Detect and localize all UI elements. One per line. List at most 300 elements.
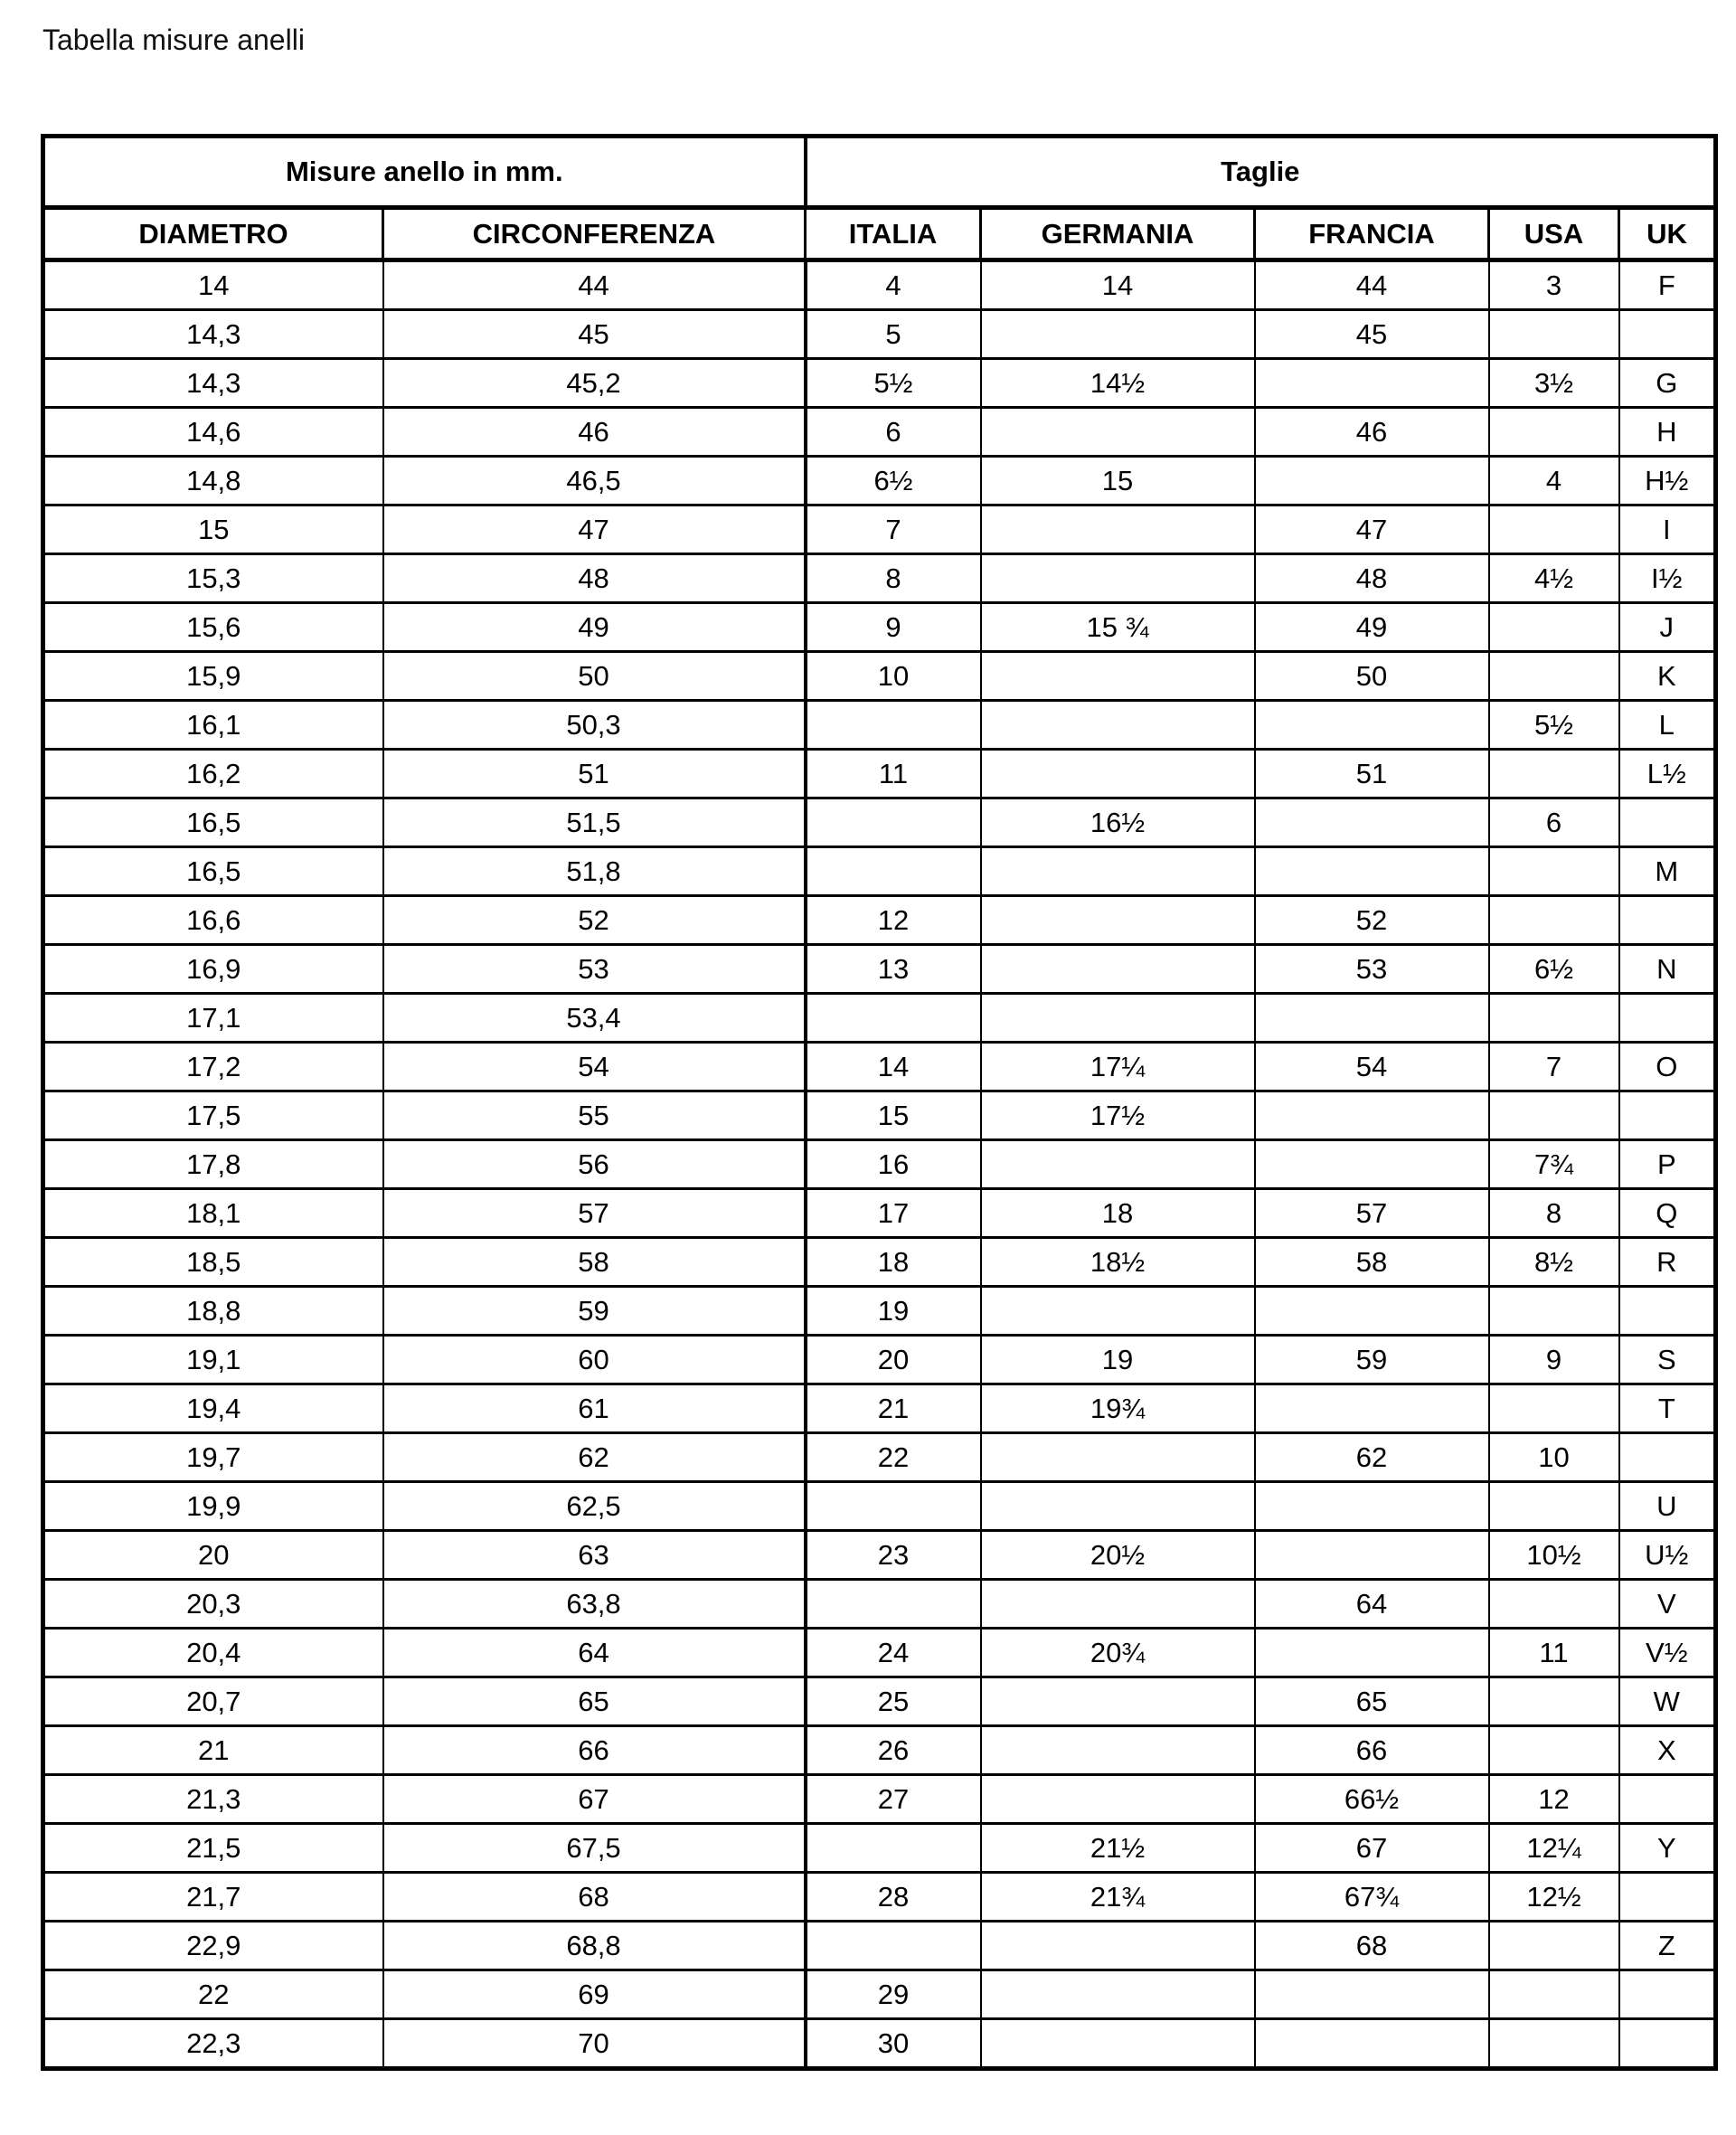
- table-row: [43, 1140, 1716, 1189]
- cell-uk: T: [1619, 1384, 1716, 1433]
- ring-size-table: [41, 134, 1718, 2071]
- cell-francia: [1255, 1384, 1489, 1433]
- cell-germania: 17¼: [981, 1043, 1255, 1091]
- cell-italia: 24: [806, 1629, 981, 1677]
- table-row: [43, 260, 1716, 310]
- cell-usa: [1489, 310, 1619, 359]
- cell-diametro: 19,1: [43, 1336, 383, 1384]
- cell-italia: 17: [806, 1189, 981, 1238]
- cell-francia: [1255, 1970, 1489, 2019]
- cell-italia: 30: [806, 2019, 981, 2069]
- column-header-circonferenza: CIRCONFERENZA: [383, 208, 806, 260]
- cell-francia: 59: [1255, 1336, 1489, 1384]
- table-row: [43, 1531, 1716, 1580]
- cell-germania: [981, 310, 1255, 359]
- cell-usa: [1489, 1580, 1619, 1629]
- cell-usa: 10½: [1489, 1531, 1619, 1580]
- cell-circonferenza: 51: [383, 750, 806, 798]
- cell-italia: 25: [806, 1677, 981, 1726]
- cell-uk: S: [1619, 1336, 1716, 1384]
- column-header-germania: GERMANIA: [981, 208, 1255, 260]
- cell-uk: W: [1619, 1677, 1716, 1726]
- cell-diametro: 14,6: [43, 408, 383, 457]
- table-row: [43, 457, 1716, 505]
- cell-diametro: 17,1: [43, 994, 383, 1043]
- table-row: [43, 1873, 1716, 1922]
- column-header-francia: FRANCIA: [1255, 208, 1489, 260]
- cell-usa: 7¾: [1489, 1140, 1619, 1189]
- cell-circonferenza: 44: [383, 260, 806, 310]
- cell-circonferenza: 67: [383, 1775, 806, 1824]
- cell-diametro: 14,8: [43, 457, 383, 505]
- cell-italia: 19: [806, 1287, 981, 1336]
- cell-francia: 47: [1255, 505, 1489, 554]
- cell-diametro: 16,5: [43, 798, 383, 847]
- cell-italia: [806, 798, 981, 847]
- cell-diametro: 18,1: [43, 1189, 383, 1238]
- cell-italia: [806, 994, 981, 1043]
- cell-circonferenza: 67,5: [383, 1824, 806, 1873]
- cell-usa: 3: [1489, 260, 1619, 310]
- cell-circonferenza: 70: [383, 2019, 806, 2069]
- table-row: [43, 1238, 1716, 1287]
- cell-diametro: 14,3: [43, 310, 383, 359]
- cell-germania: [981, 994, 1255, 1043]
- cell-usa: 3½: [1489, 359, 1619, 408]
- cell-italia: 11: [806, 750, 981, 798]
- cell-diametro: 19,7: [43, 1433, 383, 1482]
- cell-circonferenza: 68,8: [383, 1922, 806, 1970]
- cell-usa: 4: [1489, 457, 1619, 505]
- cell-circonferenza: 60: [383, 1336, 806, 1384]
- cell-usa: [1489, 1970, 1619, 2019]
- cell-germania: [981, 896, 1255, 945]
- cell-francia: 68: [1255, 1922, 1489, 1970]
- table-row: [43, 1824, 1716, 1873]
- cell-usa: [1489, 847, 1619, 896]
- cell-uk: [1619, 1970, 1716, 2019]
- cell-francia: 46: [1255, 408, 1489, 457]
- cell-germania: 15 ¾: [981, 603, 1255, 652]
- table-row: [43, 1091, 1716, 1140]
- cell-italia: 8: [806, 554, 981, 603]
- cell-diametro: 18,5: [43, 1238, 383, 1287]
- cell-circonferenza: 45: [383, 310, 806, 359]
- table-row: [43, 1287, 1716, 1336]
- group-header-misure-mm: Misure anello in mm.: [43, 137, 806, 208]
- cell-usa: [1489, 1922, 1619, 1970]
- cell-circonferenza: 54: [383, 1043, 806, 1091]
- cell-diametro: 16,6: [43, 896, 383, 945]
- cell-usa: 7: [1489, 1043, 1619, 1091]
- table-row: [43, 945, 1716, 994]
- cell-usa: [1489, 505, 1619, 554]
- cell-italia: [806, 847, 981, 896]
- cell-germania: [981, 505, 1255, 554]
- cell-circonferenza: 63,8: [383, 1580, 806, 1629]
- cell-diametro: 16,2: [43, 750, 383, 798]
- table-row: [43, 310, 1716, 359]
- cell-circonferenza: 51,8: [383, 847, 806, 896]
- cell-francia: 66: [1255, 1726, 1489, 1775]
- cell-francia: [1255, 847, 1489, 896]
- cell-usa: [1489, 1677, 1619, 1726]
- cell-uk: [1619, 1433, 1716, 1482]
- table-row: [43, 1384, 1716, 1433]
- cell-circonferenza: 46,5: [383, 457, 806, 505]
- cell-diametro: 16,1: [43, 701, 383, 750]
- cell-italia: 5: [806, 310, 981, 359]
- cell-diametro: 21,5: [43, 1824, 383, 1873]
- cell-germania: 15: [981, 457, 1255, 505]
- cell-usa: [1489, 652, 1619, 701]
- table-row: [43, 1726, 1716, 1775]
- cell-uk: M: [1619, 847, 1716, 896]
- cell-uk: H½: [1619, 457, 1716, 505]
- cell-francia: [1255, 1287, 1489, 1336]
- cell-circonferenza: 48: [383, 554, 806, 603]
- cell-germania: 18½: [981, 1238, 1255, 1287]
- cell-italia: 18: [806, 1238, 981, 1287]
- cell-uk: [1619, 310, 1716, 359]
- cell-diametro: 22: [43, 1970, 383, 2019]
- cell-diametro: 15,6: [43, 603, 383, 652]
- cell-circonferenza: 64: [383, 1629, 806, 1677]
- cell-uk: R: [1619, 1238, 1716, 1287]
- cell-circonferenza: 47: [383, 505, 806, 554]
- cell-diametro: 21: [43, 1726, 383, 1775]
- cell-uk: I½: [1619, 554, 1716, 603]
- cell-italia: 23: [806, 1531, 981, 1580]
- cell-uk: [1619, 1287, 1716, 1336]
- cell-germania: [981, 1775, 1255, 1824]
- cell-germania: 21¾: [981, 1873, 1255, 1922]
- column-header-usa: USA: [1489, 208, 1619, 260]
- cell-germania: 14: [981, 260, 1255, 310]
- cell-francia: [1255, 1629, 1489, 1677]
- cell-germania: [981, 1726, 1255, 1775]
- cell-germania: [981, 945, 1255, 994]
- page-title: Tabella misure anelli: [42, 24, 305, 56]
- cell-usa: [1489, 1726, 1619, 1775]
- cell-circonferenza: 66: [383, 1726, 806, 1775]
- table-row: [43, 1775, 1716, 1824]
- cell-germania: [981, 1433, 1255, 1482]
- cell-circonferenza: 56: [383, 1140, 806, 1189]
- cell-italia: 6½: [806, 457, 981, 505]
- cell-germania: [981, 2019, 1255, 2069]
- table-row: [43, 750, 1716, 798]
- cell-italia: 27: [806, 1775, 981, 1824]
- cell-francia: 66½: [1255, 1775, 1489, 1824]
- cell-germania: 19¾: [981, 1384, 1255, 1433]
- cell-diametro: 21,3: [43, 1775, 383, 1824]
- cell-usa: [1489, 994, 1619, 1043]
- cell-uk: [1619, 896, 1716, 945]
- cell-diametro: 20,4: [43, 1629, 383, 1677]
- cell-usa: [1489, 896, 1619, 945]
- table-row: [43, 359, 1716, 408]
- cell-uk: O: [1619, 1043, 1716, 1091]
- cell-diametro: 14: [43, 260, 383, 310]
- cell-italia: [806, 1922, 981, 1970]
- table-row: [43, 1677, 1716, 1726]
- cell-francia: 45: [1255, 310, 1489, 359]
- cell-uk: J: [1619, 603, 1716, 652]
- cell-francia: 64: [1255, 1580, 1489, 1629]
- cell-italia: [806, 701, 981, 750]
- cell-uk: X: [1619, 1726, 1716, 1775]
- cell-usa: 10: [1489, 1433, 1619, 1482]
- cell-francia: [1255, 994, 1489, 1043]
- cell-diametro: 20,3: [43, 1580, 383, 1629]
- cell-germania: 18: [981, 1189, 1255, 1238]
- cell-germania: [981, 1970, 1255, 2019]
- cell-uk: U: [1619, 1482, 1716, 1531]
- table-row: [43, 2019, 1716, 2069]
- table-row: [43, 1629, 1716, 1677]
- table-row: [43, 603, 1716, 652]
- cell-germania: 16½: [981, 798, 1255, 847]
- cell-uk: [1619, 1775, 1716, 1824]
- cell-francia: [1255, 1482, 1489, 1531]
- cell-circonferenza: 57: [383, 1189, 806, 1238]
- cell-uk: [1619, 1873, 1716, 1922]
- table-row: [43, 701, 1716, 750]
- column-header-row: [43, 208, 1716, 260]
- cell-italia: 16: [806, 1140, 981, 1189]
- group-header-taglie: Taglie: [806, 137, 1716, 208]
- cell-uk: [1619, 994, 1716, 1043]
- cell-circonferenza: 53,4: [383, 994, 806, 1043]
- cell-italia: 5½: [806, 359, 981, 408]
- cell-uk: L½: [1619, 750, 1716, 798]
- cell-germania: [981, 750, 1255, 798]
- cell-uk: [1619, 798, 1716, 847]
- cell-circonferenza: 69: [383, 1970, 806, 2019]
- cell-diametro: 19,4: [43, 1384, 383, 1433]
- cell-germania: [981, 1287, 1255, 1336]
- cell-germania: [981, 408, 1255, 457]
- cell-usa: 12¼: [1489, 1824, 1619, 1873]
- cell-germania: [981, 554, 1255, 603]
- column-header-italia: ITALIA: [806, 208, 981, 260]
- cell-usa: 12: [1489, 1775, 1619, 1824]
- cell-diametro: 17,8: [43, 1140, 383, 1189]
- cell-italia: 4: [806, 260, 981, 310]
- cell-diametro: 16,9: [43, 945, 383, 994]
- cell-uk: Q: [1619, 1189, 1716, 1238]
- table-row: [43, 1922, 1716, 1970]
- cell-uk: V½: [1619, 1629, 1716, 1677]
- cell-germania: 17½: [981, 1091, 1255, 1140]
- cell-italia: 13: [806, 945, 981, 994]
- cell-usa: 5½: [1489, 701, 1619, 750]
- cell-circonferenza: 62,5: [383, 1482, 806, 1531]
- table-row: [43, 896, 1716, 945]
- table-row: [43, 1189, 1716, 1238]
- table-row: [43, 554, 1716, 603]
- cell-francia: 53: [1255, 945, 1489, 994]
- cell-germania: 20½: [981, 1531, 1255, 1580]
- cell-usa: [1489, 750, 1619, 798]
- cell-uk: Y: [1619, 1824, 1716, 1873]
- cell-circonferenza: 50,3: [383, 701, 806, 750]
- cell-uk: U½: [1619, 1531, 1716, 1580]
- cell-uk: V: [1619, 1580, 1716, 1629]
- cell-uk: F: [1619, 260, 1716, 310]
- cell-circonferenza: 65: [383, 1677, 806, 1726]
- cell-circonferenza: 49: [383, 603, 806, 652]
- cell-diametro: 20,7: [43, 1677, 383, 1726]
- cell-uk: Z: [1619, 1922, 1716, 1970]
- cell-diametro: 22,9: [43, 1922, 383, 1970]
- cell-uk: [1619, 1091, 1716, 1140]
- table-row: [43, 1482, 1716, 1531]
- cell-uk: N: [1619, 945, 1716, 994]
- cell-francia: [1255, 1091, 1489, 1140]
- cell-usa: [1489, 1482, 1619, 1531]
- cell-diametro: 19,9: [43, 1482, 383, 1531]
- cell-francia: [1255, 1140, 1489, 1189]
- cell-usa: 6½: [1489, 945, 1619, 994]
- cell-usa: [1489, 603, 1619, 652]
- table-body: [43, 260, 1716, 2069]
- cell-diametro: 15,9: [43, 652, 383, 701]
- cell-francia: 44: [1255, 260, 1489, 310]
- cell-circonferenza: 62: [383, 1433, 806, 1482]
- cell-germania: [981, 1140, 1255, 1189]
- cell-circonferenza: 50: [383, 652, 806, 701]
- cell-francia: 48: [1255, 554, 1489, 603]
- cell-francia: 51: [1255, 750, 1489, 798]
- cell-francia: [1255, 1531, 1489, 1580]
- cell-uk: [1619, 2019, 1716, 2069]
- cell-uk: P: [1619, 1140, 1716, 1189]
- cell-diametro: 20: [43, 1531, 383, 1580]
- table-row: [43, 408, 1716, 457]
- cell-italia: [806, 1580, 981, 1629]
- cell-italia: 9: [806, 603, 981, 652]
- cell-usa: [1489, 1384, 1619, 1433]
- cell-italia: 29: [806, 1970, 981, 2019]
- cell-italia: [806, 1824, 981, 1873]
- cell-francia: 67: [1255, 1824, 1489, 1873]
- column-header-diametro: DIAMETRO: [43, 208, 383, 260]
- table-row: [43, 798, 1716, 847]
- cell-germania: 14½: [981, 359, 1255, 408]
- cell-italia: 7: [806, 505, 981, 554]
- cell-germania: 19: [981, 1336, 1255, 1384]
- cell-usa: 4½: [1489, 554, 1619, 603]
- cell-uk: G: [1619, 359, 1716, 408]
- cell-diametro: 17,2: [43, 1043, 383, 1091]
- cell-circonferenza: 68: [383, 1873, 806, 1922]
- cell-circonferenza: 55: [383, 1091, 806, 1140]
- cell-francia: 57: [1255, 1189, 1489, 1238]
- cell-diametro: 15: [43, 505, 383, 554]
- table-row: [43, 1043, 1716, 1091]
- cell-circonferenza: 52: [383, 896, 806, 945]
- cell-francia: [1255, 701, 1489, 750]
- cell-francia: 67¾: [1255, 1873, 1489, 1922]
- cell-diametro: 18,8: [43, 1287, 383, 1336]
- table-row: [43, 505, 1716, 554]
- cell-diametro: 16,5: [43, 847, 383, 896]
- cell-uk: I: [1619, 505, 1716, 554]
- cell-italia: 22: [806, 1433, 981, 1482]
- cell-diametro: 17,5: [43, 1091, 383, 1140]
- cell-francia: 54: [1255, 1043, 1489, 1091]
- cell-francia: 50: [1255, 652, 1489, 701]
- cell-germania: 20¾: [981, 1629, 1255, 1677]
- cell-francia: 58: [1255, 1238, 1489, 1287]
- table-row: [43, 1336, 1716, 1384]
- group-header-row: [43, 137, 1716, 208]
- cell-germania: [981, 701, 1255, 750]
- cell-germania: [981, 1580, 1255, 1629]
- cell-germania: [981, 1677, 1255, 1726]
- cell-circonferenza: 46: [383, 408, 806, 457]
- table-row: [43, 1970, 1716, 2019]
- cell-usa: [1489, 2019, 1619, 2069]
- cell-francia: [1255, 457, 1489, 505]
- cell-circonferenza: 59: [383, 1287, 806, 1336]
- cell-diametro: 14,3: [43, 359, 383, 408]
- cell-circonferenza: 58: [383, 1238, 806, 1287]
- cell-usa: 8: [1489, 1189, 1619, 1238]
- cell-uk: H: [1619, 408, 1716, 457]
- cell-germania: [981, 652, 1255, 701]
- table-header: [43, 137, 1716, 260]
- cell-circonferenza: 51,5: [383, 798, 806, 847]
- cell-italia: 26: [806, 1726, 981, 1775]
- cell-italia: 14: [806, 1043, 981, 1091]
- cell-italia: 6: [806, 408, 981, 457]
- cell-francia: 62: [1255, 1433, 1489, 1482]
- cell-uk: L: [1619, 701, 1716, 750]
- cell-circonferenza: 61: [383, 1384, 806, 1433]
- cell-germania: [981, 1482, 1255, 1531]
- cell-usa: 12½: [1489, 1873, 1619, 1922]
- cell-germania: [981, 847, 1255, 896]
- cell-italia: 10: [806, 652, 981, 701]
- table-row: [43, 1580, 1716, 1629]
- cell-usa: 9: [1489, 1336, 1619, 1384]
- table-row: [43, 847, 1716, 896]
- cell-francia: [1255, 2019, 1489, 2069]
- cell-italia: 12: [806, 896, 981, 945]
- cell-francia: 52: [1255, 896, 1489, 945]
- cell-usa: 8½: [1489, 1238, 1619, 1287]
- cell-usa: [1489, 1287, 1619, 1336]
- cell-francia: 49: [1255, 603, 1489, 652]
- cell-italia: 20: [806, 1336, 981, 1384]
- cell-usa: 6: [1489, 798, 1619, 847]
- cell-usa: 11: [1489, 1629, 1619, 1677]
- cell-francia: [1255, 359, 1489, 408]
- cell-italia: 28: [806, 1873, 981, 1922]
- table-row: [43, 652, 1716, 701]
- table-row: [43, 994, 1716, 1043]
- cell-germania: 21½: [981, 1824, 1255, 1873]
- cell-circonferenza: 53: [383, 945, 806, 994]
- cell-diametro: 21,7: [43, 1873, 383, 1922]
- cell-italia: 15: [806, 1091, 981, 1140]
- cell-uk: K: [1619, 652, 1716, 701]
- cell-francia: 65: [1255, 1677, 1489, 1726]
- cell-circonferenza: 45,2: [383, 359, 806, 408]
